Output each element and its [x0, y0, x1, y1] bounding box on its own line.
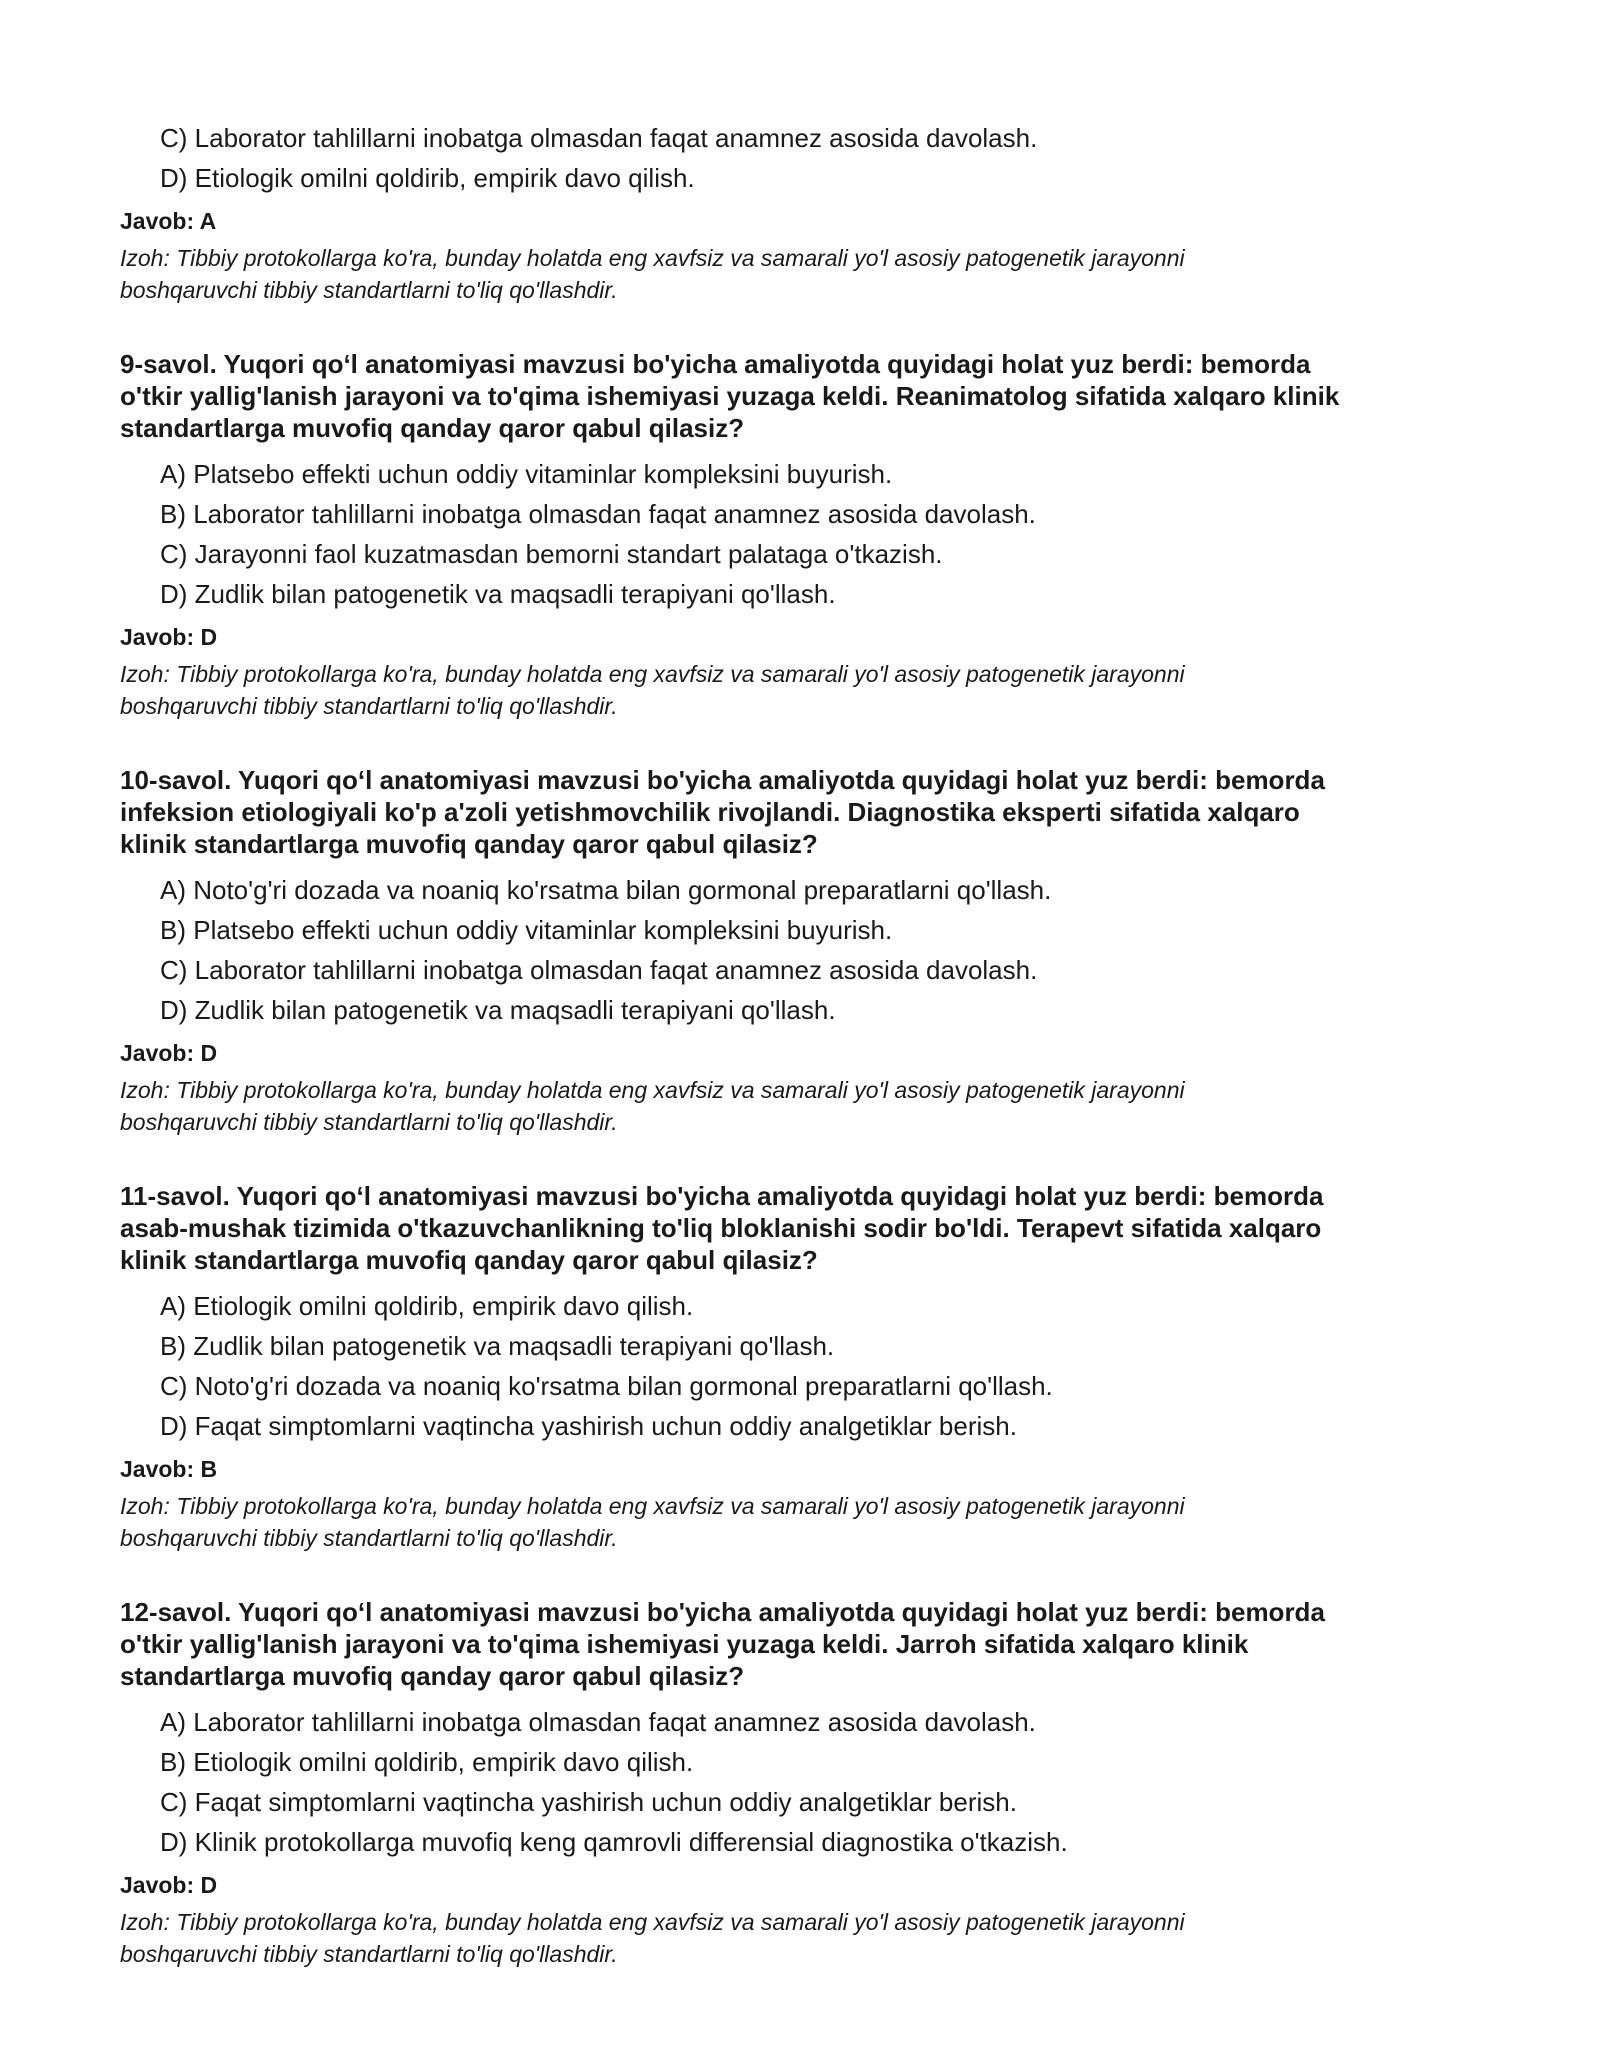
note-line: Izoh: Tibbiy protokollarga ko'ra, bunday holatda eng xavfsiz va samarali yo'l asosiy patogenetik jarayonni — [120, 1077, 1185, 1103]
question-line: 9-savol. Yuqori qo‘l anatomiyasi mavzusi bo'yicha amaliyotda quyidagi holat yuz berdi: bemorda — [120, 349, 1311, 379]
option-a: A) Platsebo effekti uchun oddiy vitaminlar kompleksini buyurish. — [160, 459, 893, 489]
note-line: Izoh: Tibbiy protokollarga ko'ra, bunday holatda eng xavfsiz va samarali yo'l asosiy patogenetik jarayonni — [120, 245, 1185, 271]
option-a: A) Etiologik omilni qoldirib, empirik davo qilish. — [160, 1291, 694, 1321]
option-d: D) Klinik protokollarga muvofiq keng qamrovli differensial diagnostika o'tkazish. — [160, 1827, 1068, 1857]
question-11 — [120, 1180, 1500, 1554]
note-line: boshqaruvchi tibbiy standartlarni to'liq qo'llashdir. — [120, 1941, 618, 1967]
question-line: klinik standartlarga muvofiq qanday qaror qabul qilasiz? — [120, 829, 818, 859]
note-line: Izoh: Tibbiy protokollarga ko'ra, bunday holatda eng xavfsiz va samarali yo'l asosiy patogenetik jarayonni — [120, 1493, 1185, 1519]
option-b: B) Zudlik bilan patogenetik va maqsadli terapiyani qo'llash. — [160, 1331, 835, 1361]
option-a: A) Laborator tahlillarni inobatga olmasdan faqat anamnez asosida davolash. — [160, 1707, 1036, 1737]
question-10 — [120, 764, 1500, 1138]
note-line: boshqaruvchi tibbiy standartlarni to'liq qo'llashdir. — [120, 277, 618, 303]
question-line: infeksion etiologiyali ko'p a'zoli yetishmovchilik rivojlandi. Diagnostika eksperti sifatida xalqaro — [120, 797, 1300, 827]
explanation-note — [120, 1490, 1500, 1554]
document-page — [120, 118, 1500, 1970]
answer-label: Javob: B — [120, 1456, 218, 1482]
question-line: 12-savol. Yuqori qo‘l anatomiyasi mavzusi bo'yicha amaliyotda quyidagi holat yuz berdi: bemorda — [120, 1597, 1325, 1627]
note-line: Izoh: Tibbiy protokollarga ko'ra, bunday holatda eng xavfsiz va samarali yo'l asosiy patogenetik jarayonni — [120, 661, 1185, 687]
option-c: C) Jarayonni faol kuzatmasdan bemorni standart palataga o'tkazish. — [160, 539, 943, 569]
option-d: D) Faqat simptomlarni vaqtincha yashirish uchun oddiy analgetiklar berish. — [160, 1411, 1017, 1441]
option-b: B) Etiologik omilni qoldirib, empirik davo qilish. — [160, 1747, 694, 1777]
explanation-note — [120, 1906, 1500, 1970]
option-c: C) Laborator tahlillarni inobatga olmasdan faqat anamnez asosida davolash. — [160, 955, 1038, 985]
question-line: 11-savol. Yuqori qo‘l anatomiyasi mavzusi bo'yicha amaliyotda quyidagi holat yuz berdi: bemorda — [120, 1181, 1324, 1211]
question-9 — [120, 348, 1500, 722]
explanation-note — [120, 1074, 1500, 1138]
question-line: klinik standartlarga muvofiq qanday qaror qabul qilasiz? — [120, 1245, 818, 1275]
option-a: A) Noto'g'ri dozada va noaniq ko'rsatma bilan gormonal preparatlarni qo'llash. — [160, 875, 1052, 905]
question-line: standartlarga muvofiq qanday qaror qabul qilasiz? — [120, 1661, 745, 1691]
option-b: B) Platsebo effekti uchun oddiy vitaminlar kompleksini buyurish. — [160, 915, 893, 945]
answer-label: Javob: D — [120, 1040, 218, 1066]
answer-label: Javob: D — [120, 1872, 218, 1898]
question-line: o'tkir yallig'lanish jarayoni va to'qima ishemiyasi yuzaga keldi. Jarroh sifatida xalqaro klinik — [120, 1629, 1249, 1659]
question-text — [120, 764, 1500, 860]
question-line: asab-mushak tizimida o'tkazuvchanlikning to'liq bloklanishi sodir bo'ldi. Terapevt sifatida xalqaro — [120, 1213, 1322, 1243]
question-line: o'tkir yallig'lanish jarayoni va to'qima ishemiyasi yuzaga keldi. Reanimatolog sifatida xalqaro klinik — [120, 381, 1340, 411]
option-c: C) Faqat simptomlarni vaqtincha yashirish uchun oddiy analgetiklar berish. — [160, 1787, 1017, 1817]
option-d: D) Zudlik bilan patogenetik va maqsadli terapiyani qo'llash. — [160, 579, 836, 609]
option-c: C) Noto'g'ri dozada va noaniq ko'rsatma bilan gormonal preparatlarni qo'llash. — [160, 1371, 1053, 1401]
answer-label: Javob: D — [120, 624, 218, 650]
option-d: D) Etiologik omilni qoldirib, empirik davo qilish. — [160, 163, 695, 193]
question-text — [120, 348, 1500, 444]
question-8-continuation — [120, 118, 1500, 306]
note-line: boshqaruvchi tibbiy standartlarni to'liq qo'llashdir. — [120, 1525, 618, 1551]
question-12 — [120, 1596, 1500, 1970]
question-line: standartlarga muvofiq qanday qaror qabul qilasiz? — [120, 413, 745, 443]
option-c: C) Laborator tahlillarni inobatga olmasdan faqat anamnez asosida davolash. — [160, 123, 1038, 153]
question-text — [120, 1596, 1500, 1692]
question-text — [120, 1180, 1500, 1276]
question-line: 10-savol. Yuqori qo‘l anatomiyasi mavzusi bo'yicha amaliyotda quyidagi holat yuz berdi: bemorda — [120, 765, 1325, 795]
explanation-note — [120, 658, 1500, 722]
note-line: boshqaruvchi tibbiy standartlarni to'liq qo'llashdir. — [120, 1109, 618, 1135]
note-line: Izoh: Tibbiy protokollarga ko'ra, bunday holatda eng xavfsiz va samarali yo'l asosiy patogenetik jarayonni — [120, 1909, 1185, 1935]
option-b: B) Laborator tahlillarni inobatga olmasdan faqat anamnez asosida davolash. — [160, 499, 1036, 529]
note-line: boshqaruvchi tibbiy standartlarni to'liq qo'llashdir. — [120, 693, 618, 719]
answer-label: Javob: A — [120, 208, 217, 234]
explanation-note — [120, 242, 1500, 306]
option-d: D) Zudlik bilan patogenetik va maqsadli terapiyani qo'llash. — [160, 995, 836, 1025]
